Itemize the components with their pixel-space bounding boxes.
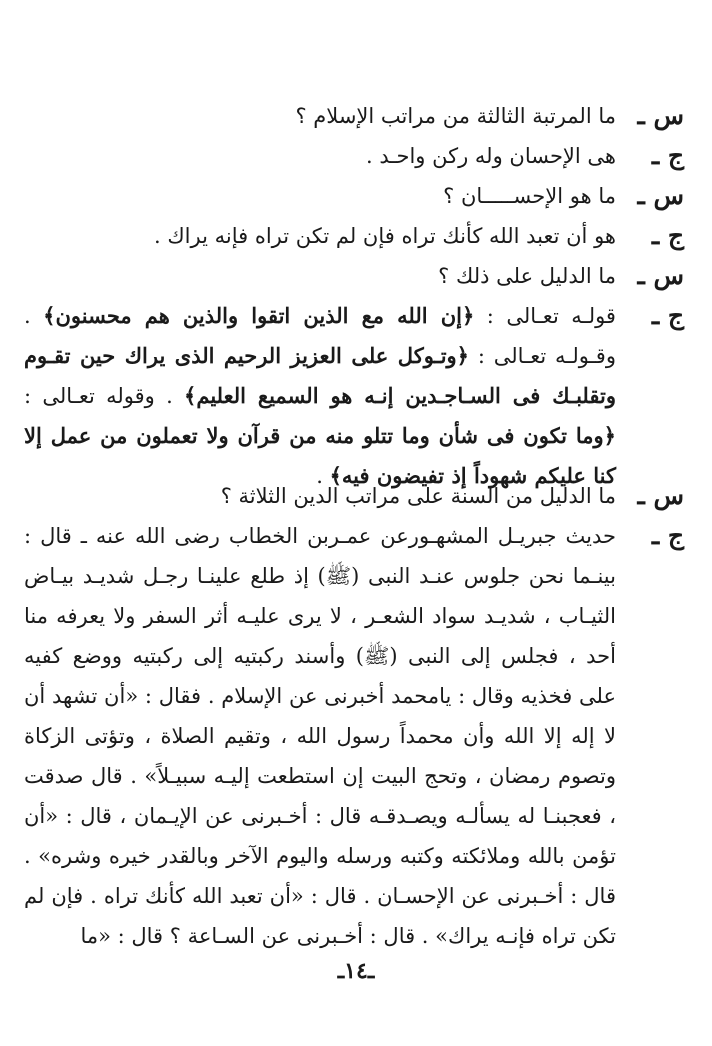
question-marker: س ـ [637, 481, 684, 510]
quran-verse: ﴿إن الله مع الذين اتقوا والذين هم محسنون﴾ [43, 303, 475, 328]
evidence-text [24, 296, 616, 496]
question-text: ما المرتبة الثالثة من مراتب الإسلام ؟ [295, 104, 616, 128]
answer-marker: ج ـ [651, 141, 684, 170]
answer-marker: ج ـ [651, 521, 684, 550]
quran-verse: ﴿وتـوكل على العزيز الرحيم الذى يراك حين تقـوم وتقلبـك فى السـاجـدين إنـه هو السميع العليم﴾ [24, 343, 616, 408]
question-3 [24, 256, 684, 296]
page-number: ـ١٤ـ [337, 958, 375, 984]
question-2 [24, 176, 684, 216]
answer-marker: ج ـ [651, 301, 684, 330]
answer-text: هو أن تعبد الله كأنك تراه فإن لم تكن تراه فإنه يراك . [154, 224, 616, 248]
question-1 [24, 96, 684, 136]
answer-text: هى الإحسان وله ركن واحـد . [365, 144, 616, 168]
quran-verse: ﴿وما تكون فى شأن وما تتلو منه من قرآن ولا تعملون من عمل إلا كنا عليكم شهوداً إذ تفيضون فيه﴾ [24, 423, 616, 488]
answer-4 [24, 516, 684, 956]
evidence-end: . [24, 304, 44, 328]
answer-1 [24, 136, 684, 176]
evidence-end: . [166, 384, 185, 408]
evidence-intro: وقـولـه تعـالى : [469, 344, 616, 368]
question-text: ما الدليل من السنة على مراتب الدين الثلاثة ؟ [220, 484, 616, 508]
answer-marker: ج ـ [651, 221, 684, 250]
hadith-text: حديث جبريـل المشهـورعن عمـربن الخطاب رضى الله عنه ـ قال : بينـما نحن جلوس عنـد النبى (ﷺ) إذ طلع علينـا رجـل شديـد بيـاض الثيـاب ، شديـد سواد الشعـر ، لا يرى عليـه أثر السفر ولا يعرفه منا أحد ، فجلس إلى النبى (ﷺ) وأسند ركبتيه إلى ركبتيه ووضع كفيه على فخذيه وقال : يامحمد أخبرنى عن الإسلام . فقال : «أن تشهد أن لا إله إلا الله وأن محمداً رسول الله ، وتقيم الصلاة ، وتؤتى الزكاة وتصوم رمضان ، وتحج البيت إن استطعت إليـه سبيـلاً» . قال صدقت ، فعجبنـا له يسألـه ويصـدقـه قال : أخـبرنى عن الإيـمان ، قال : «أن تؤمن بالله وملائكته وكتبه ورسله واليوم الآخر وبالقدر خيره وشره» . قال : أخـبرنى عن الإحسـان . قال : «أن تعبد الله كأنك تراه . فإن لم تكن تراه فإنـه يراك» . قال : أخـبرنى عن السـاعة ؟ قال : «ما [24, 524, 616, 948]
question-4 [24, 476, 684, 516]
evidence-intro: وقوله تعـالى : [24, 384, 155, 408]
question-text: ما هو الإحســـــان ؟ [443, 184, 616, 208]
evidence-end: . [316, 464, 330, 488]
question-text: ما الدليل على ذلك ؟ [438, 264, 616, 288]
question-marker: س ـ [637, 261, 684, 290]
answer-3 [24, 296, 684, 496]
question-marker: س ـ [637, 101, 684, 130]
evidence-intro: قولـه تعـالى : [474, 304, 616, 328]
question-marker: س ـ [637, 181, 684, 210]
answer-2 [24, 216, 684, 256]
